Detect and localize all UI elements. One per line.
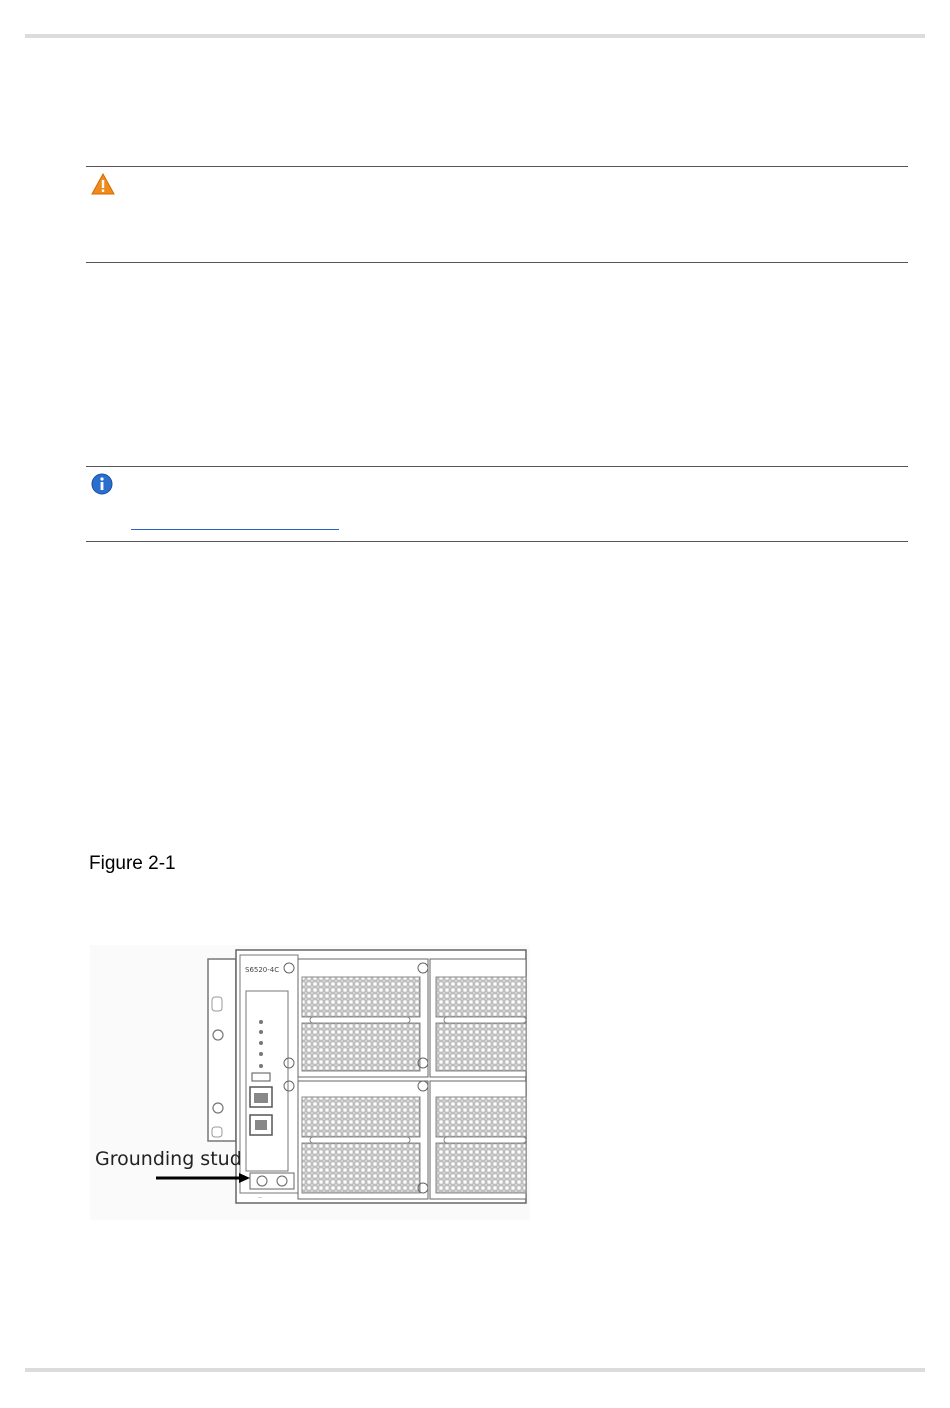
grounding-stud-label: Grounding stud bbox=[95, 1148, 242, 1170]
device-rear-panel-figure bbox=[90, 945, 530, 1220]
warning-icon bbox=[91, 173, 115, 195]
figure-caption: Figure 2-1 bbox=[89, 853, 176, 874]
page-footer-rule bbox=[25, 1368, 925, 1372]
info-icon bbox=[91, 473, 113, 495]
fan-module-top-left bbox=[284, 959, 428, 1077]
fan-module-top-right bbox=[418, 959, 526, 1077]
device-model-label: S6520-4C bbox=[245, 966, 280, 974]
fan-module-bottom-right bbox=[418, 1081, 526, 1199]
fan-module-bottom-left bbox=[284, 1081, 428, 1199]
hyperlink-underline[interactable] bbox=[131, 529, 339, 530]
warning-top-rule bbox=[86, 166, 908, 167]
svg-text:—: — bbox=[258, 1195, 262, 1200]
page-header-rule bbox=[25, 34, 925, 38]
warning-bottom-rule bbox=[86, 262, 908, 263]
info-top-rule bbox=[86, 466, 908, 467]
info-bottom-rule bbox=[86, 541, 908, 542]
